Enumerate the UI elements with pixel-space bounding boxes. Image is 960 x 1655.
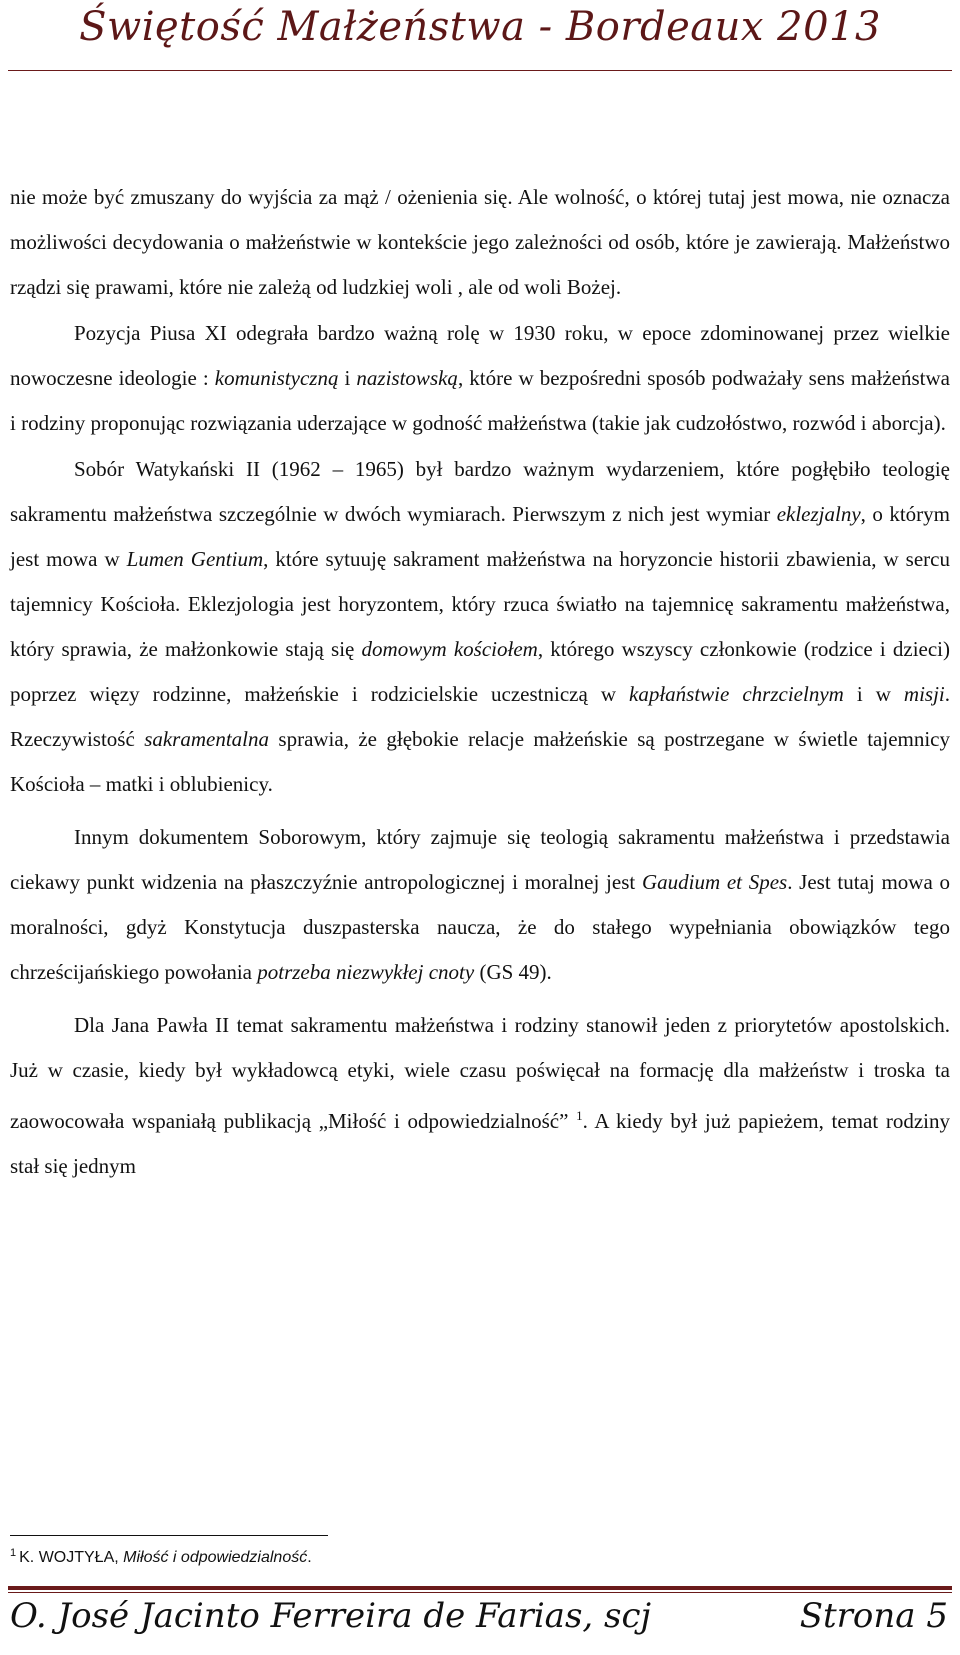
text-run: , którego wszyscy członkowie (rodzice i dzieci) poprzez więzy rodzinne, małżeńskie i rodzicielskie uczestniczą w (10, 637, 950, 706)
header-divider (8, 70, 952, 71)
paragraph-4 (10, 815, 950, 995)
text-run: Dla Jana Pawła II temat sakramentu małżeństwa i rodziny stanowił jeden z priorytetów apostolskich. Już w czasie, kiedy był wykładowcą etyki, wiele czasu poświęcał na formację dla małżeństw i troska ta zaowocowała wspaniałą publikacją „Miłość i odpowiedzialność” (10, 1013, 950, 1133)
italic-term: domowym kościołem (361, 637, 538, 661)
footnote-reference[interactable]: 1 (576, 1108, 583, 1123)
italic-term: eklezjalny (776, 502, 861, 526)
footnote-number: 1 (10, 1546, 17, 1559)
text-run: i w (843, 682, 904, 706)
italic-term: kapłaństwie chrzcielnym (629, 682, 844, 706)
footnote-divider (10, 1535, 328, 1536)
footnote (10, 1546, 910, 1567)
footnote-author: K. WOJTYŁA, (19, 1549, 124, 1566)
paragraph-1 (10, 175, 950, 310)
footnote-work-title: Miłość i odpowiedzialność (123, 1549, 308, 1566)
text-run: (GS 49). (474, 960, 552, 984)
paragraph-5 (10, 1003, 950, 1189)
text-run: sprawia, że głębokie relacje małżeńskie są postrzegane w świetle tajemnicy Kościoła – matki i oblubienicy. (10, 727, 951, 796)
text-run: . Jest tutaj mowa o moralności, gdyż Konstytucja duszpasterska naucza, że do stałego wypełniania obowiązków tego chrześcijańskiego powołania (10, 870, 950, 984)
italic-term: nazistowską (356, 366, 458, 390)
footer-divider-thin (8, 1592, 952, 1593)
text-run: i (338, 366, 357, 390)
paragraph-3 (10, 447, 950, 807)
text-run: , o którym jest mowa w (10, 502, 950, 571)
paragraph-2 (10, 311, 950, 446)
italic-term: misji (903, 682, 945, 706)
footnote-end: . (307, 1549, 312, 1566)
italic-term: sakramentalna (144, 727, 270, 751)
italic-term: Lumen Gentium (126, 547, 264, 571)
text-run: Pozycja Piusa XI odegrała bardzo ważną rolę w 1930 roku, w epoce zdominowanej przez wielkie nowoczesne ideologie : (10, 321, 950, 390)
italic-term: potrzeba niezwykłej cnoty (257, 960, 475, 984)
footer-author: O. José Jacinto Ferreira de Farias, scj (10, 1596, 652, 1636)
text-run: . Rzeczywistość (10, 682, 950, 751)
text-run: , które w bezpośredni sposób podważały sens małżeństwa i rodziny proponując rozwiązania uderzające w godność małżeństwa (takie jak cudzołóstwo, rozwód i aborcja). (10, 366, 950, 435)
text-run: , które sytuuję sakrament małżeństwa na horyzoncie historii zbawienia, w sercu tajemnicy Kościoła. Eklezjologia jest horyzontem, który rzuca światło na tajemnicę sakramentu małżeństwa, który sprawia, że małżonkowie stają się (10, 547, 950, 661)
italic-term: komunistyczną (214, 366, 339, 390)
text-run: Innym dokumentem Soborowym, który zajmuje się teologią sakramentu małżeństwa i przedstawia ciekawy punkt widzenia na płaszczyźnie antropologicznej i moralnej jest (10, 825, 950, 894)
footer-divider-thick (8, 1586, 952, 1590)
text-run: . A kiedy był już papieżem, temat rodziny stał się jednym (10, 1109, 950, 1178)
body-text (10, 175, 950, 1189)
footer-page-number: Strona 5 (799, 1596, 948, 1636)
paragraph-1-text: nie może być zmuszany do wyjścia za mąż / ożenienia się. Ale wolność, o której tutaj jest mowa, nie oznacza możliwości decydowania o małżeństwie w kontekście jego zależności od osób, które je zawierają. Małżeństwo rządzi się prawami, które nie zależą od ludzkiej woli , ale od woli Bożej. (10, 185, 950, 299)
text-run: Sobór Watykański II (1962 – 1965) był bardzo ważnym wydarzeniem, które pogłębiło teologię sakramentu małżeństwa szczególnie w dwóch wymiarach. Pierwszym z nich jest wymiar (10, 457, 950, 526)
italic-term: Gaudium et Spes (641, 870, 788, 894)
page-header-title: Świętość Małżeństwa - Bordeaux 2013 (79, 4, 881, 50)
